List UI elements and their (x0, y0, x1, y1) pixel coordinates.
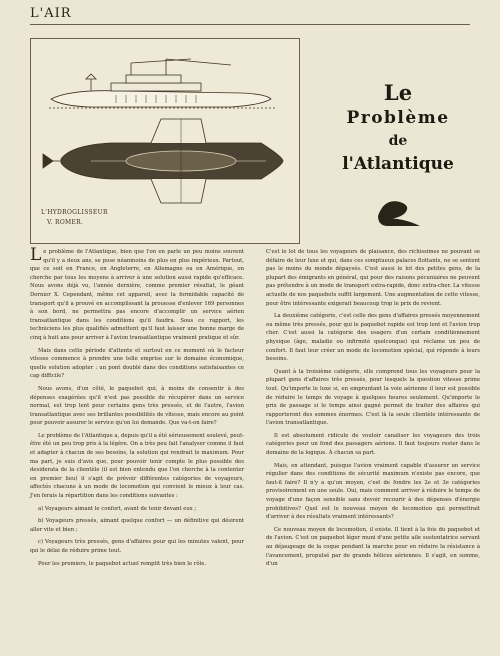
paragraph: Mais, en attendant, puisque l'avion vraiment capable d'assurer un service régulier dans des conditions de sécurité maximum n'existe pas encore, que faut-il faire? Il n'y a qu'un moyen, c'est de fondre les 2e et 3e catégories provisoirement en une seule. Oui, mais comment arriver à réduire le temps de voyage d'une façon sensible sans devoir recourir à des dépenses d'énergie prohibitives? Quel est le nouveau moyen de locomotion qui permettrait d'arriver à des résultats vraiment intéressants? (266, 462, 480, 521)
figure-caption-title: L'HYDROGLISSEUR (41, 209, 108, 216)
list-item-c: c) Voyageurs très pressés, gens d'affaires pour qui les minutes valent, pour qui le délai de réduire prime tout. (30, 539, 244, 554)
list-item-a: a) Voyageurs aimant le confort, avant de tenir devant eux ; (38, 505, 197, 512)
hydroglider-illustration (30, 38, 300, 244)
paragraph-text: e problème de l'Atlantique, bien que l'on en parle un peu moins souvent qu'il y a deux ans, se pose néanmoins de plus en plus impérieux. Partout, que ce soit en France, en Angleterre, en Allemagne ou en Amérique, on cherche par tous les moyens à arriver à une solution aussi rapide qu'efficace. Nous avons déjà vu, l'année dernière, comme premier résultat, le géant Dornier X. Cependant, même cet appareil, avec la formidable capacité de transport qu'il a prouvé en accomplissant la prouesse d'enlever 169 personnes à son bord, ne permettra pas encore d'accomplir un service aérien transatlantique dans les conditions qu'il faudra. Sous ce rapport, les techniciens les plus qualifiés admettent qu'il faut laisser une bonne marge de cinq à huit ans pour arriver à l'avion transatlantique vraiment pratique et sûr. (30, 249, 244, 341)
paragraph: La deuxième catégorie, c'est celle des gens d'affaires pressés moyennement ou même très pressés, pour qui le paquebot rapide est trop lent et l'avion trop cher. C'est aussi la catégorie des usagers d'un certain conditionnement physique (âge, maladie ou infirmité quelconque) qui réclame un peu de confort. Il faut leur créer un mode de locomotion spécial, qui réponde à leurs besoins. (266, 313, 480, 363)
paragraph: Mais dans cette période d'attente et surtout en ce moment où le facteur vitesse commence à prendre une telle emprise sur le domaine économique, quelle solution adopter : un pont doublé dans des conditions satisfaisantes ce cap difficile? (30, 347, 244, 380)
paragraph: Pour les premiers, le paquebot actuel remplit très bien le rôle. (38, 560, 207, 567)
decorative-swoosh-emblem (374, 196, 426, 230)
title-line-2: Problème (346, 108, 450, 128)
paragraph (30, 245, 244, 343)
paragraph: C'est le lot de tous les voyageurs de plaisance, des richissimes ne pouvant se défaire de leur luxe et qui, dans ces somptueux palaces flottants, ne se sentent pas le moins du monde dépaysés. C'est aussi le lot des petites gens, de la plupart des émigrants en général, qui pour des raisons pécuniaires ne peuvent pas prétendre à un mode de transport extra-rapide, donc extra-cher. La vitesse actuelle de nos paquebots suffit largement. Une augmentation de cette vitesse, pour être intéressante exigerait beaucoup trop le prix de revient. (266, 249, 480, 307)
title-line-3: de (388, 133, 408, 149)
article-column-left (30, 245, 244, 572)
paragraph: Quant à la troisième catégorie, elle comprend tous les voyageurs pour la plupart gens d'affaires très pressés, pour lesquels la question vitesse prime tout. Qu'importe le luxe si, en empruntant la voie aérienne il leur est possible de réduire le temps de voyage à quelques heures seulement. Qu'importe le prix de passage si le temps ainsi gagné permet de traiter des affaires qui rapporteront des sommes énormes. C'est là la seule clientèle intéressante de l'avion transatlantique. (266, 368, 480, 427)
figure-caption-author: V. ROMER. (47, 219, 84, 226)
article-title (318, 80, 478, 177)
paragraph: Ce nouveau moyen de locomotion, il existe. Il tient à la fois du paquebot et de l'avion. C'est un paquebot léger muni d'une petite aile sustentatrice servant au déjaugeage de la coque pendant la marche pour en réduire la résistance à l'avancement, propulsé par de grands hélices aériennes. Il s'agit, en somme, d'un (266, 526, 480, 568)
paragraph: Nous avons, d'un côté, le paquebot qui, à moins de consentir à des dépenses exagérées qu'il n'est pas possible de récupérer dans un service normal, est trop lent pour certains gens très pressés, et de l'autre, l'avion transatlantique avec ses brillantes possibilités de vitesse, mais encore au point pour pouvoir assurer le service qu'on lui demande. Que va-t-on faire? (30, 385, 244, 427)
paragraph: Le problème de l'Atlantique a, depuis qu'il a été sérieusement soulevé, peut-être été un peu trop pris à la légère. On a très peu fait l'analyser comme il faut et adapter à chacun de ses besoins, la solution qui rendrait le maximum. Pour ma part, je suis d'avis que, pour pouvoir tenir compte le plus possible des desiderata de la clientèle (il est bien entendu que l'on cherche à la contenter en premier lieu) il s'agit de prévoir différentes catégories de voyageurs, affectés chacune à un mode de locomotion qui convient le mieux à leur cas. J'en ferais la répartition dans les conditions suivantes : (30, 432, 244, 500)
title-line-4: l'Atlantique (342, 154, 454, 174)
title-line-1: Le (383, 80, 413, 105)
list-item-b: b) Voyageurs pressés, aimant quelque confort — un définitive qui désirent aller vite et bien ; (30, 518, 244, 533)
masthead: L'AIR (30, 6, 72, 21)
paragraph: Il est absolument ridicule de vouloir canaliser les voyageurs des trois catégories pour un fond des passagers aériens. Il faut toujours rester dans le domaine de la logique. À chacun sa part. (266, 432, 480, 457)
drop-cap-l: L (30, 245, 42, 265)
masthead-rule (30, 24, 470, 25)
article-column-right (266, 248, 480, 573)
